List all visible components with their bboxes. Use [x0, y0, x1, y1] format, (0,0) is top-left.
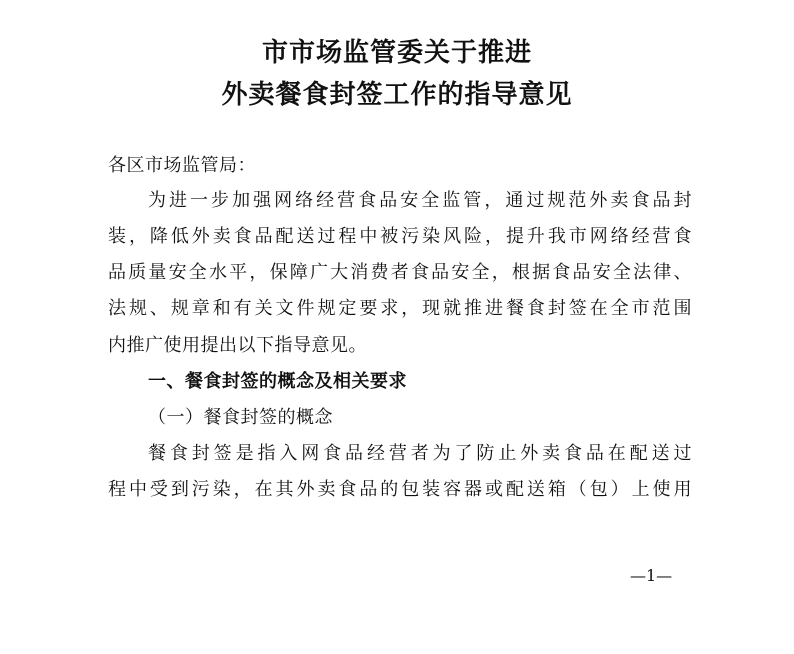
section-heading-1: 一、餐食封签的概念及相关要求	[148, 371, 407, 392]
subsection-heading-1: （一）餐食封签的概念	[148, 407, 333, 428]
salutation: 各区市场监管局：	[108, 155, 256, 176]
paragraph-1-line-3: 品质量安全水平，保障广大消费者食品安全，根据食品安全法律、	[108, 262, 692, 283]
paragraph-1-line-5: 内推广使用提出以下指导意见。	[108, 335, 367, 356]
document-title-line-1: 市市场监管委关于推进	[261, 38, 532, 68]
paragraph-1-line-2: 装，降低外卖食品配送过程中被污染风险，提升我市网络经营食	[108, 226, 692, 247]
paragraph-2-line-1: 餐食封签是指入网食品经营者为了防止外卖食品在配送过	[148, 443, 692, 464]
paragraph-1-line-4: 法规、规章和有关文件规定要求，现就推进餐食封签在全市范围	[108, 298, 692, 319]
document-title-line-2: 外卖餐食封签工作的指导意见	[221, 80, 573, 110]
page-number: —1—	[630, 566, 673, 585]
paragraph-2-line-2: 程中受到污染，在其外卖食品的包装容器或配送箱（包）上使用	[108, 479, 692, 500]
paragraph-1-line-1: 为进一步加强网络经营食品安全监管，通过规范外卖食品封	[148, 190, 692, 211]
